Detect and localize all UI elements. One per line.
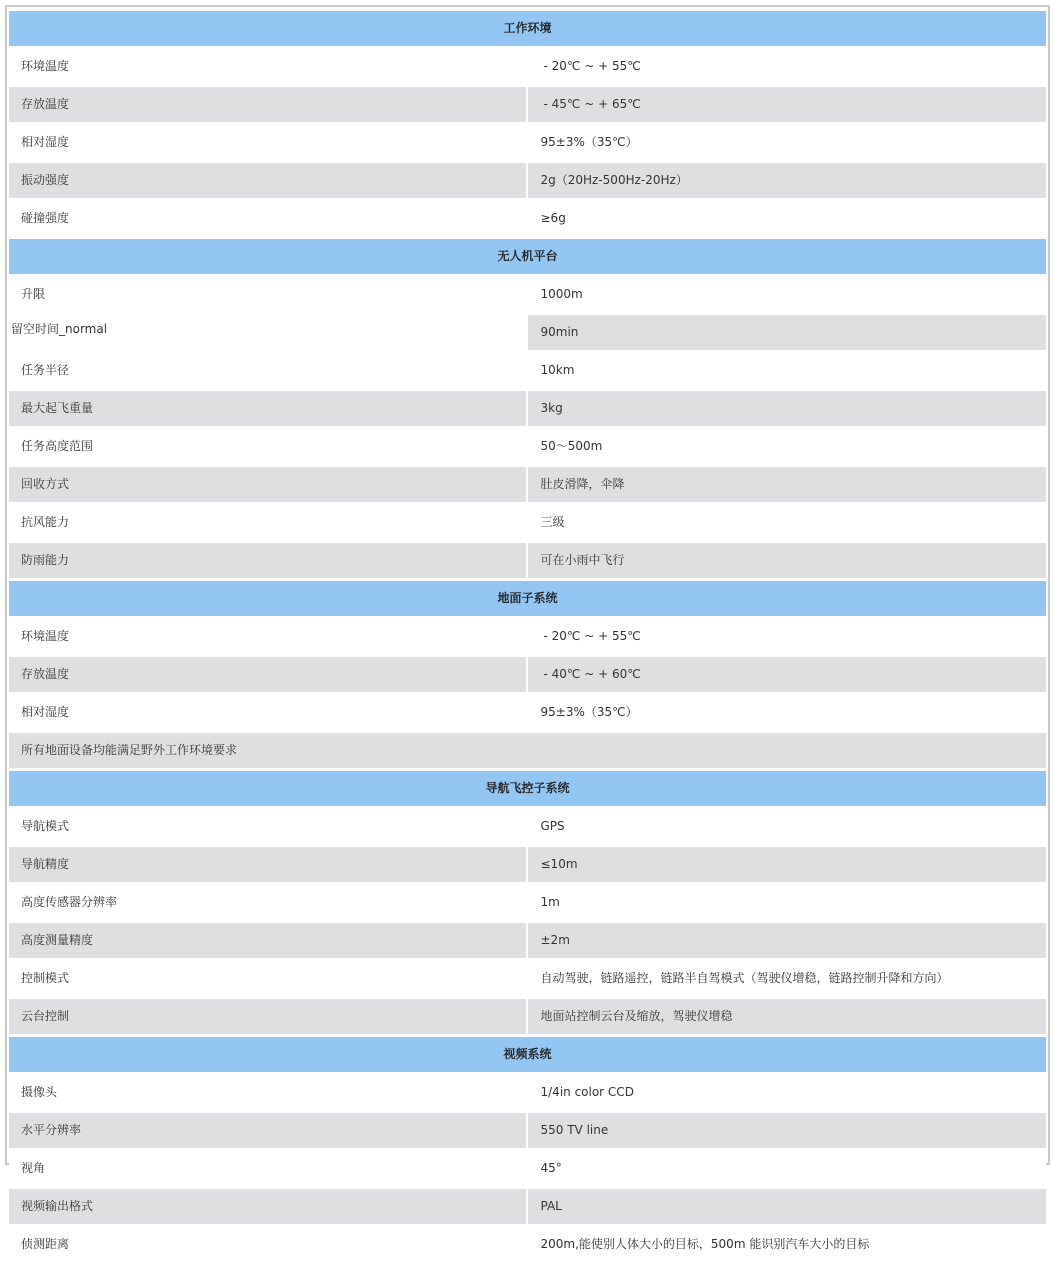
table-row (9, 125, 1046, 163)
row-label: 高度传感器分辨率 (9, 885, 528, 923)
row-value: - 20℃ ~ + 55℃ (528, 49, 1047, 87)
table-row (9, 543, 1046, 581)
section-header (9, 239, 1046, 277)
table-row (9, 391, 1046, 429)
row-value: 1000m (528, 277, 1047, 315)
row-label: 存放温度 (9, 657, 528, 695)
row-label: 云台控制 (9, 999, 528, 1037)
table-row (9, 733, 1046, 771)
row-value: 可在小雨中飞行 (528, 543, 1047, 581)
section-title: 地面子系统 (9, 581, 1046, 619)
row-label: 导航模式 (9, 809, 528, 847)
row-value: 90min (528, 315, 1047, 353)
row-value: - 40℃ ~ + 60℃ (528, 657, 1047, 695)
table-row (9, 49, 1046, 87)
table-row (9, 695, 1046, 733)
row-value: ±2m (528, 923, 1047, 961)
row-label: 振动强度 (9, 163, 528, 201)
row-label: 留空时间_normal (9, 315, 528, 353)
row-label: 抗风能力 (9, 505, 528, 543)
table-row (9, 961, 1046, 999)
row-value: 95±3%（35℃） (528, 695, 1047, 733)
row-label: 环境温度 (9, 619, 528, 657)
table-row (9, 885, 1046, 923)
section-title: 导航飞控子系统 (9, 771, 1046, 809)
row-label: 任务半径 (9, 353, 528, 391)
table-row (9, 467, 1046, 505)
row-label: 防雨能力 (9, 543, 528, 581)
row-value: 2g（20Hz-500Hz-20Hz） (528, 163, 1047, 201)
row-label: 相对湿度 (9, 125, 528, 163)
row-value: - 45℃ ~ + 65℃ (528, 87, 1047, 125)
table-row (9, 429, 1046, 467)
table-row (9, 277, 1046, 315)
row-value: 550 TV line (528, 1113, 1047, 1151)
section-header (9, 771, 1046, 809)
row-value: PAL (528, 1189, 1047, 1227)
row-value: 200m,能使别人体大小的目标，500m 能识别汽车大小的目标 (528, 1227, 1047, 1265)
row-label: 环境温度 (9, 49, 528, 87)
row-label: 回收方式 (9, 467, 528, 505)
row-value: 1m (528, 885, 1047, 923)
row-value: ≤10m (528, 847, 1047, 885)
row-label: 升限 (9, 277, 528, 315)
section-header (9, 581, 1046, 619)
table-row (9, 353, 1046, 391)
table-row (9, 1227, 1046, 1265)
row-value: GPS (528, 809, 1047, 847)
table-row (9, 1151, 1046, 1189)
table-row (9, 1113, 1046, 1151)
spec-table-frame (5, 5, 1050, 1251)
row-value: 45° (528, 1151, 1047, 1189)
row-label: 视角 (9, 1151, 528, 1189)
table-row (9, 657, 1046, 695)
row-label: 侦测距离 (9, 1227, 528, 1265)
table-row (9, 923, 1046, 961)
row-value: 95±3%（35℃） (528, 125, 1047, 163)
row-label: 碰撞强度 (9, 201, 528, 239)
section-header (9, 1037, 1046, 1075)
row-value: 地面站控制云台及缩放，驾驶仪增稳 (528, 999, 1047, 1037)
row-value: 50～500m (528, 429, 1047, 467)
table-row (9, 1075, 1046, 1113)
row-value: 10km (528, 353, 1047, 391)
table-row (9, 619, 1046, 657)
table-row (9, 847, 1046, 885)
section-title: 工作环境 (9, 11, 1046, 49)
row-label: 任务高度范围 (9, 429, 528, 467)
row-label: 高度测量精度 (9, 923, 528, 961)
table-row (9, 315, 1046, 353)
row-label: 视频输出格式 (9, 1189, 528, 1227)
row-value: ≥6g (528, 201, 1047, 239)
section-title: 视频系统 (9, 1037, 1046, 1075)
row-label: 最大起飞重量 (9, 391, 528, 429)
table-row (9, 505, 1046, 543)
row-label: 摄像头 (9, 1075, 528, 1113)
row-label: 水平分辨率 (9, 1113, 528, 1151)
table-row (9, 809, 1046, 847)
spec-table (9, 11, 1046, 1265)
row-label: 导航精度 (9, 847, 528, 885)
section-title: 无人机平台 (9, 239, 1046, 277)
row-label: 相对湿度 (9, 695, 528, 733)
section-note: 所有地面设备均能满足野外工作环境要求 (9, 733, 1046, 771)
table-row (9, 87, 1046, 125)
table-row (9, 163, 1046, 201)
table-row (9, 201, 1046, 239)
table-row (9, 1189, 1046, 1227)
row-value: 自动驾驶，链路遥控，链路半自驾模式（驾驶仪增稳，链路控制升降和方向） (528, 961, 1047, 999)
row-label: 控制模式 (9, 961, 528, 999)
row-value: - 20℃ ~ + 55℃ (528, 619, 1047, 657)
table-row (9, 999, 1046, 1037)
row-value: 肚皮滑降，伞降 (528, 467, 1047, 505)
row-label: 存放温度 (9, 87, 528, 125)
row-value: 三级 (528, 505, 1047, 543)
row-value: 1/4in color CCD (528, 1075, 1047, 1113)
section-header (9, 11, 1046, 49)
row-value: 3kg (528, 391, 1047, 429)
